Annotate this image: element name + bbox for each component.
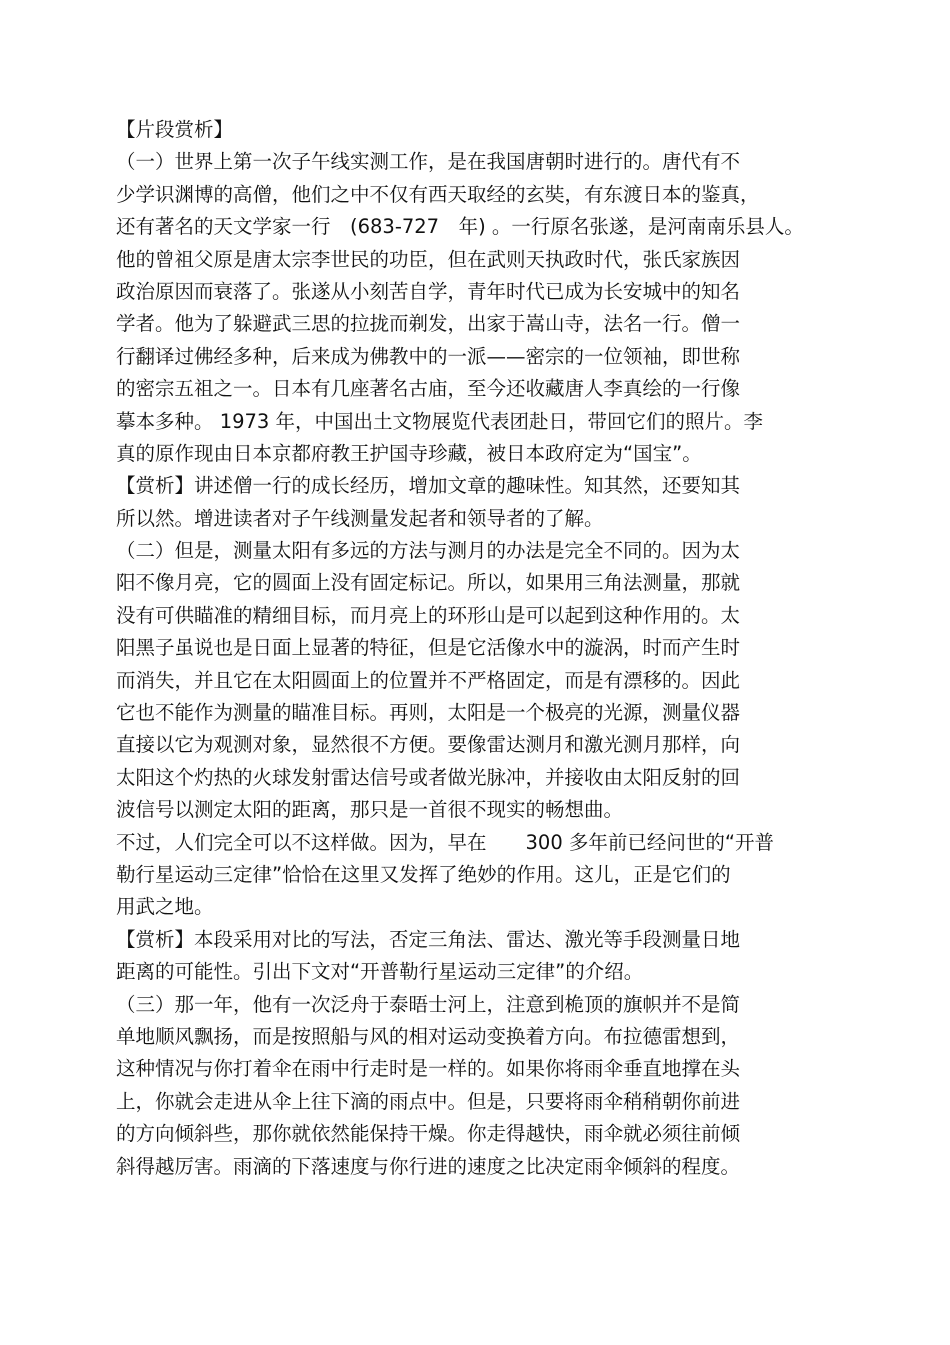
text-line: （二）但是，测量太阳有多远的方法与测月的办法是完全不同的。因为太	[116, 539, 741, 563]
text-line: 单地顺风飘扬，而是按照船与风的相对运动变换着方向。布拉德雷想到，	[116, 1024, 741, 1048]
text-line: 直接以它为观测对象，显然很不方便。要像雷达测月和激光测月那样，向	[116, 733, 741, 757]
text-line: 没有可供瞄准的精细目标，而月亮上的环形山是可以起到这种作用的。太	[116, 603, 741, 627]
text-line: 真的原作现由日本京都府教王护国寺珍藏，被日本政府定为“国宝”。	[116, 441, 702, 465]
text-line: 这种情况与你打着伞在雨中行走时是一样的。如果你将雨伞垂直地撑在头	[116, 1057, 741, 1081]
text-line: 阳黑子虽说也是日面上显著的特征，但是它活像水中的漩涡，时而产生时	[116, 636, 741, 660]
text-line: 阳不像月亮，它的圆面上没有固定标记。所以，如果用三角法测量，那就	[116, 571, 741, 595]
document-body	[116, 114, 836, 1183]
text-line: 勒行星运动三定律”恰恰在这里又发挥了绝妙的作用。这儿，正是它们的	[116, 862, 731, 886]
text-line: 政治原因而衰落了。张遂从小刻苦自学，青年时代已成为长安城中的知名	[116, 279, 741, 303]
analysis-line: 【赏析】讲述僧一行的成长经历，增加文章的趣味性。知其然，还要知其	[116, 474, 741, 498]
text-line: 行翻译过佛经多种，后来成为佛教中的一派——密宗的一位领袖，即世称	[116, 344, 741, 368]
text-line: 学者。他为了躲避武三思的拉拢而剃发，出家于嵩山寺，法名一行。僧一	[116, 312, 741, 336]
text-line: 斜得越厉害。雨滴的下落速度与你行进的速度之比决定雨伞倾斜的程度。	[116, 1154, 741, 1178]
text-line: 上，你就会走进从伞上往下滴的雨点中。但是，只要将雨伞稍稍朝你前进	[116, 1089, 741, 1113]
text-line: 的密宗五祖之一。日本有几座著名古庙，至今还收藏唐人李真绘的一行像	[116, 377, 741, 401]
text-line: 不过，人们完全可以不这样做。因为，早在 300 多年前已经问世的“开普	[116, 830, 775, 854]
text-line: 它也不能作为测量的瞄准目标。再则，太阳是一个极亮的光源，测量仪器	[116, 701, 741, 725]
section-heading: 【片段赏析】	[116, 118, 234, 141]
text-line: 太阳这个灼热的火球发射雷达信号或者做光脉冲，并接收由太阳反射的回	[116, 765, 741, 789]
text-line: 他的曾祖父原是唐太宗李世民的功臣，但在武则天执政时代，张氏家族因	[116, 247, 741, 271]
text-line: 用武之地。	[116, 895, 214, 919]
text-line: 还有著名的天文学家一行 (683-727 年) 。一行原名张遂，是河南南乐县人。	[116, 215, 804, 239]
text-line: 摹本多种。 1973 年，中国出土文物展览代表团赴日，带回它们的照片。李	[116, 409, 764, 433]
analysis-line: 【赏析】本段采用对比的写法，否定三角法、雷达、激光等手段测量日地	[116, 927, 741, 951]
text-line: 少学识渊博的高僧，他们之中不仅有西天取经的玄奘，有东渡日本的鉴真，	[116, 182, 760, 206]
text-line: 波信号以测定太阳的距离，那只是一首很不现实的畅想曲。	[116, 798, 624, 822]
text-line: 的方向倾斜些，那你就依然能保持干燥。你走得越快，雨伞就必须往前倾	[116, 1122, 741, 1146]
text-line: 而消失，并且它在太阳圆面上的位置并不严格固定，而是有漂移的。因此	[116, 668, 741, 692]
analysis-line: 所以然。增进读者对子午线测量发起者和领导者的了解。	[116, 506, 604, 530]
text-line: （三）那一年，他有一次泛舟于泰晤士河上，注意到桅顶的旗帜并不是简	[116, 992, 741, 1016]
text-line: （一）世界上第一次子午线实测工作，是在我国唐朝时进行的。唐代有不	[116, 150, 741, 174]
analysis-line: 距离的可能性。引出下文对“开普勒行星运动三定律”的介绍。	[116, 960, 644, 984]
